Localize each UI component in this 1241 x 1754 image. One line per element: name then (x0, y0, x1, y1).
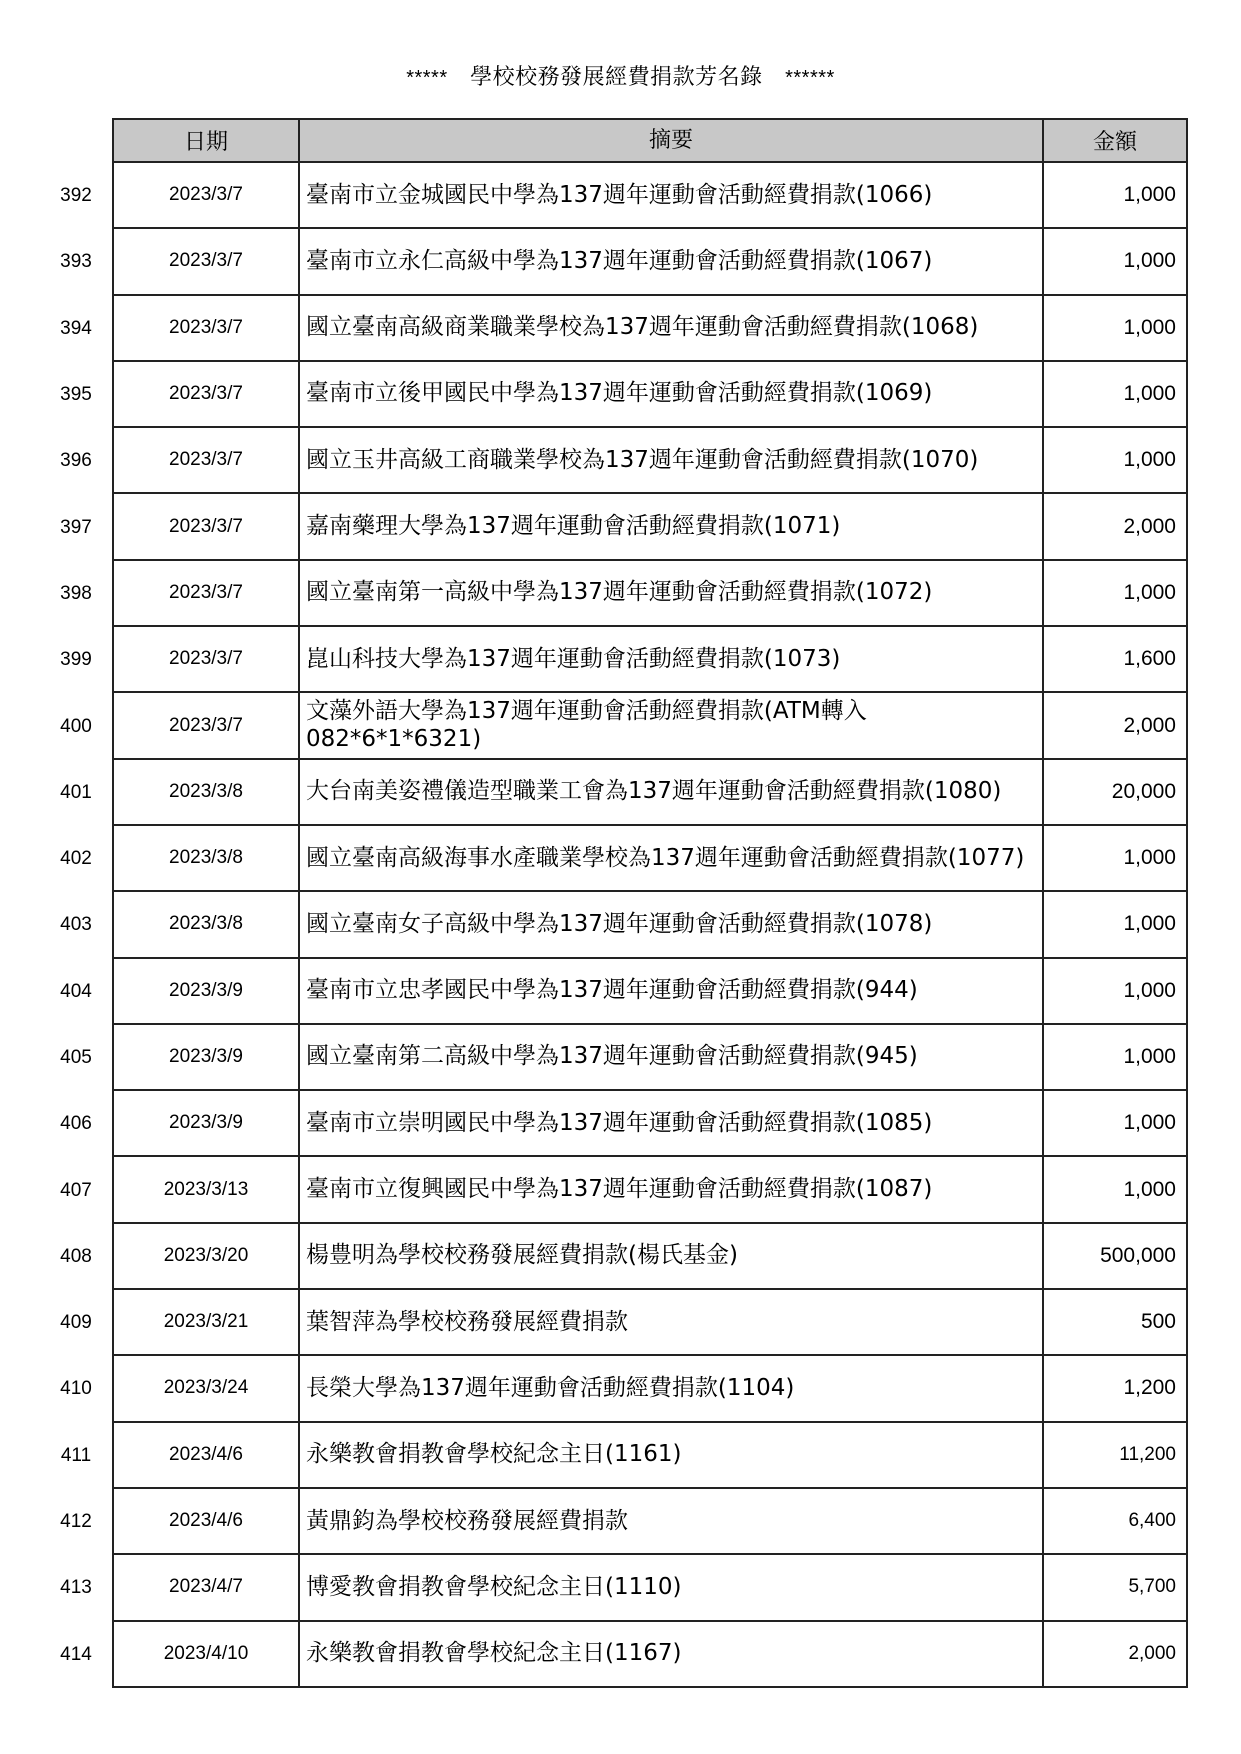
row-number: 398 (60, 582, 92, 604)
row-number: 396 (60, 450, 92, 472)
row-amount: 1,200 (1042, 1356, 1188, 1422)
row-amount: 20,000 (1042, 760, 1188, 826)
row-amount: 2,000 (1042, 494, 1188, 560)
row-number: 413 (60, 1577, 92, 1599)
row-summary: 臺南市立復興國民中學為137週年運動會活動經費捐款(1087) (298, 1157, 1042, 1223)
row-summary: 國立臺南第一高級中學為137週年運動會活動經費捐款(1072) (298, 561, 1042, 627)
row-date: 2023/3/8 (112, 892, 298, 958)
row-number: 397 (60, 516, 92, 538)
row-amount: 1,000 (1042, 428, 1188, 494)
table-row (40, 229, 1190, 295)
row-summary: 大台南美姿禮儀造型職業工會為137週年運動會活動經費捐款(1080) (298, 760, 1042, 826)
row-number: 414 (60, 1643, 92, 1665)
row-amount: 500 (1042, 1290, 1188, 1356)
row-date: 2023/4/6 (112, 1489, 298, 1555)
row-date: 2023/3/7 (112, 296, 298, 362)
table-body (40, 163, 1190, 1688)
row-number: 410 (60, 1378, 92, 1400)
row-date: 2023/3/24 (112, 1356, 298, 1422)
row-amount: 1,000 (1042, 892, 1188, 958)
row-summary: 黃鼎鈞為學校校務發展經費捐款 (298, 1489, 1042, 1555)
row-summary: 楊豊明為學校校務發展經費捐款(楊氏基金) (298, 1224, 1042, 1290)
row-number: 409 (60, 1312, 92, 1334)
table-row (40, 892, 1190, 958)
row-amount: 1,000 (1042, 826, 1188, 892)
row-date: 2023/3/9 (112, 1025, 298, 1091)
page-title (0, 60, 1241, 91)
row-date: 2023/4/10 (112, 1622, 298, 1688)
row-amount: 500,000 (1042, 1224, 1188, 1290)
row-amount: 1,000 (1042, 561, 1188, 627)
row-date: 2023/3/8 (112, 760, 298, 826)
donation-table (40, 118, 1190, 1688)
row-summary: 嘉南藥理大學為137週年運動會活動經費捐款(1071) (298, 494, 1042, 560)
row-number: 408 (60, 1245, 92, 1267)
row-amount: 1,600 (1042, 627, 1188, 693)
table-row (40, 1356, 1190, 1422)
table-row (40, 494, 1190, 560)
title-suffix: ****** (785, 67, 835, 89)
row-date: 2023/3/7 (112, 561, 298, 627)
row-amount: 11,200 (1042, 1423, 1188, 1489)
table-row (40, 1423, 1190, 1489)
row-number: 405 (60, 1047, 92, 1068)
row-amount: 6,400 (1042, 1489, 1188, 1555)
row-summary: 臺南市立金城國民中學為137週年運動會活動經費捐款(1066) (298, 163, 1042, 229)
row-amount: 1,000 (1042, 959, 1188, 1025)
row-number: 406 (60, 1113, 92, 1135)
row-date: 2023/3/7 (112, 229, 298, 295)
row-date: 2023/4/7 (112, 1555, 298, 1621)
table-row (40, 1555, 1190, 1621)
row-amount: 1,000 (1042, 1091, 1188, 1157)
table-row (40, 959, 1190, 1025)
row-date: 2023/3/20 (112, 1224, 298, 1290)
row-date: 2023/3/7 (112, 494, 298, 560)
row-summary: 臺南市立忠孝國民中學為137週年運動會活動經費捐款(944) (298, 959, 1042, 1025)
row-amount: 1,000 (1042, 362, 1188, 428)
row-date: 2023/3/8 (112, 826, 298, 892)
row-date: 2023/3/9 (112, 959, 298, 1025)
table-row (40, 296, 1190, 362)
table-row (40, 1224, 1190, 1290)
table-row (40, 1622, 1190, 1688)
row-date: 2023/3/7 (112, 362, 298, 428)
row-summary: 臺南市立後甲國民中學為137週年運動會活動經費捐款(1069) (298, 362, 1042, 428)
row-amount: 1,000 (1042, 229, 1188, 295)
table-row (40, 1489, 1190, 1555)
row-amount: 1,000 (1042, 296, 1188, 362)
row-summary: 文藻外語大學為137週年運動會活動經費捐款(ATM轉入082*6*1*6321) (298, 693, 1042, 759)
title-prefix: ***** (406, 67, 448, 89)
row-number: 411 (60, 1444, 92, 1466)
row-number: 403 (60, 914, 92, 936)
row-amount: 5,700 (1042, 1555, 1188, 1621)
row-amount: 2,000 (1042, 693, 1188, 759)
table-row (40, 1025, 1190, 1091)
header-amount: 金額 (1042, 118, 1188, 163)
row-date: 2023/3/13 (112, 1157, 298, 1223)
row-number: 395 (60, 384, 92, 406)
table-row (40, 362, 1190, 428)
row-summary: 長榮大學為137週年運動會活動經費捐款(1104) (298, 1356, 1042, 1422)
header-summary: 摘要 (298, 118, 1042, 163)
table-row (40, 693, 1190, 759)
header-index (40, 118, 112, 163)
row-date: 2023/3/7 (112, 627, 298, 693)
row-number: 402 (60, 848, 92, 870)
table-row (40, 826, 1190, 892)
row-summary: 臺南市立永仁高級中學為137週年運動會活動經費捐款(1067) (298, 229, 1042, 295)
table-row (40, 1157, 1190, 1223)
row-summary: 博愛教會捐教會學校紀念主日(1110) (298, 1555, 1042, 1621)
table-row (40, 760, 1190, 826)
row-amount: 1,000 (1042, 1157, 1188, 1223)
row-summary: 崑山科技大學為137週年運動會活動經費捐款(1073) (298, 627, 1042, 693)
row-number: 407 (60, 1179, 92, 1201)
row-number: 404 (60, 980, 92, 1002)
row-date: 2023/3/7 (112, 693, 298, 759)
row-number: 399 (60, 649, 92, 671)
table-row (40, 163, 1190, 229)
header-date: 日期 (112, 118, 298, 163)
row-number: 412 (60, 1511, 92, 1533)
row-summary: 國立臺南女子高級中學為137週年運動會活動經費捐款(1078) (298, 892, 1042, 958)
table-header (40, 118, 1190, 163)
row-date: 2023/3/9 (112, 1091, 298, 1157)
row-number: 401 (60, 781, 92, 803)
row-amount: 2,000 (1042, 1622, 1188, 1688)
row-summary: 永樂教會捐教會學校紀念主日(1161) (298, 1423, 1042, 1489)
row-summary: 國立玉井高級工商職業學校為137週年運動會活動經費捐款(1070) (298, 428, 1042, 494)
table-row (40, 428, 1190, 494)
table-row (40, 1091, 1190, 1157)
row-date: 2023/3/7 (112, 428, 298, 494)
row-summary: 國立臺南第二高級中學為137週年運動會活動經費捐款(945) (298, 1025, 1042, 1091)
row-date: 2023/3/7 (112, 163, 298, 229)
row-summary: 葉智萍為學校校務發展經費捐款 (298, 1290, 1042, 1356)
row-number: 393 (60, 251, 92, 273)
row-number: 394 (60, 317, 92, 339)
row-summary: 永樂教會捐教會學校紀念主日(1167) (298, 1622, 1042, 1688)
table-row (40, 1290, 1190, 1356)
row-number: 392 (60, 185, 92, 207)
row-summary: 國立臺南高級海事水產職業學校為137週年運動會活動經費捐款(1077) (298, 826, 1042, 892)
title-text: 學校校務發展經費捐款芳名錄 (470, 65, 763, 90)
row-amount: 1,000 (1042, 1025, 1188, 1091)
table-row (40, 627, 1190, 693)
row-date: 2023/4/6 (112, 1423, 298, 1489)
row-amount: 1,000 (1042, 163, 1188, 229)
row-summary: 國立臺南高級商業職業學校為137週年運動會活動經費捐款(1068) (298, 296, 1042, 362)
row-number: 400 (60, 715, 92, 737)
table-row (40, 561, 1190, 627)
row-summary: 臺南市立崇明國民中學為137週年運動會活動經費捐款(1085) (298, 1091, 1042, 1157)
row-date: 2023/3/21 (112, 1290, 298, 1356)
